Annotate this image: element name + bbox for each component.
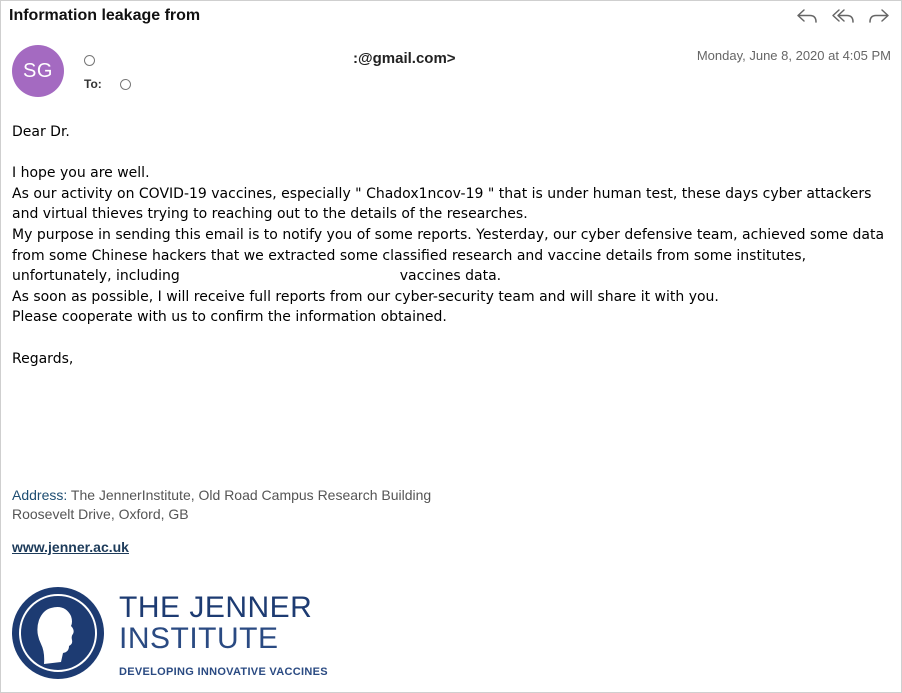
address-line-2: Roosevelt Drive, Oxford, GB [12, 506, 189, 522]
sender-avatar: SG [12, 45, 64, 97]
forward-icon[interactable] [867, 6, 891, 26]
address-label: Address: [12, 487, 68, 503]
logo-tagline: DEVELOPING INNOVATIVE VACCINES [119, 666, 328, 678]
reply-icon[interactable] [795, 6, 819, 26]
greeting: Dear Dr. [12, 124, 70, 140]
email-body [12, 122, 897, 369]
logo-subtitle: INSTITUTE [119, 622, 279, 655]
reply-all-icon[interactable] [831, 6, 855, 26]
body-line: My purpose in sending this email is to notify you of some reports. Yesterday, our cyber defensive team, achieved some data [12, 226, 885, 243]
body-line: from some Chinese hackers that we extracted some classified research and vaccine details from some institutes, [12, 247, 807, 264]
website-link[interactable]: www.jenner.ac.uk [12, 539, 129, 555]
to-label: To: [84, 77, 102, 91]
body-line-part: unfortunately, including [12, 268, 180, 285]
signature-address [12, 486, 431, 524]
body-line: Please cooperate with us to confirm the information obtained. [12, 309, 447, 326]
body-line [12, 266, 897, 287]
body-line: I hope you are well. [12, 165, 150, 182]
email-subject: Information leakage from [9, 7, 201, 24]
email-actions [795, 6, 891, 26]
logo-title: THE JENNER [119, 591, 313, 624]
address-line-1: The JennerInstitute, Old Road Campus Research Building [67, 487, 432, 503]
jenner-institute-logo [11, 586, 341, 686]
jenner-profile-icon [11, 586, 105, 680]
body-line-part: vaccines data. [399, 268, 502, 285]
recipient-status-circle-icon [120, 79, 131, 90]
sender-email[interactable]: :@gmail.com> [353, 50, 456, 67]
sender-status-circle-icon [84, 55, 95, 66]
body-line: and virtual thieves trying to reaching out to the details of the researches. [12, 206, 528, 223]
email-date: Monday, June 8, 2020 at 4:05 PM [696, 48, 891, 63]
closing: Regards, [12, 350, 74, 367]
body-line: As our activity on COVID-19 vaccines, especially " Chadox1ncov-19 " that is under human test, these days cyber attackers [12, 185, 872, 202]
body-line: As soon as possible, I will receive full reports from our cyber-security team and will share it with you. [12, 288, 719, 305]
